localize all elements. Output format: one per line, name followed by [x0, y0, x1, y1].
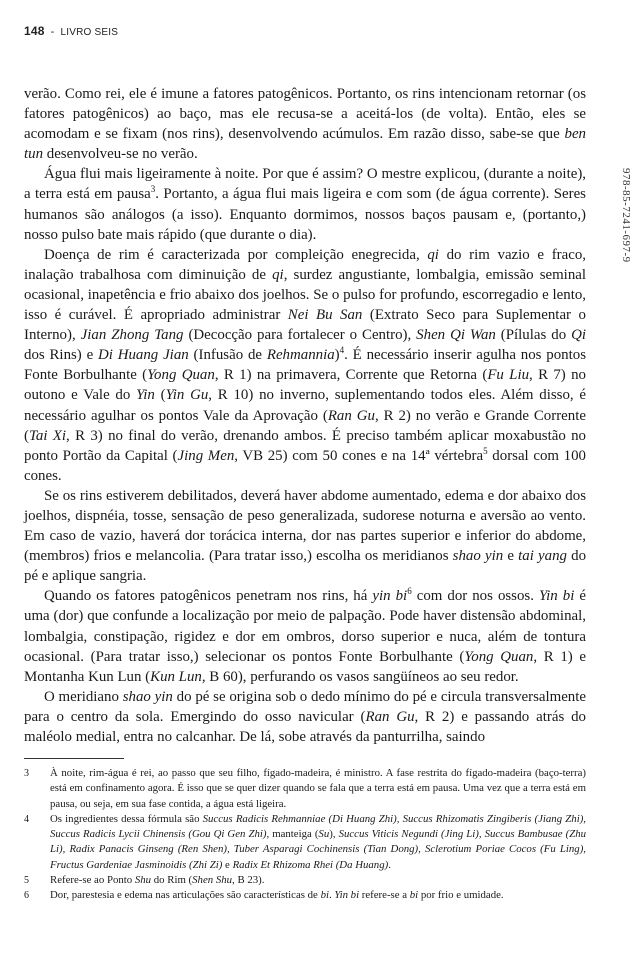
paragraph: Água flui mais ligeiramente à noite. Por que é assim? O mestre explicou, (durante a noite), a terra está em pausa$^3$. Portanto, a água flui mais ligeira e com som (de água corrente). Seres humanos são análogos (a isso). Enquanto dormimos, nossos baços pausam e, (portanto,) nosso pulso bate mais rápido (que durante o dia).: [24, 166, 586, 243]
footnote-divider: [24, 758, 124, 759]
paragraph: Se os rins estiverem debilitados, deverá haver abdome aumentado, edema e dor abaixo dos joelhos, dispnéia, tosse, sensação de peso generalizada, sudorese noturna e aversão ao vento. Em caso de vazio, haverá dor torácica interna, dor nas partes superior e inferior do abdome, (membros) frios e melancolia. (Para tratar isso,) escolha os meridianos shao yin e tai yang do pé e aplique sangria.: [24, 487, 587, 585]
footnote: [24, 812, 586, 873]
page-number: 148: [24, 24, 45, 38]
footnote: [24, 766, 586, 812]
header-separator: -: [50, 26, 55, 38]
footnote-number: 5: [24, 875, 29, 887]
footnote-text: Dor, parestesia e edema nas articulações são características de bi. Yin bi refere-se a bi por frio e umidade.: [50, 889, 504, 902]
footnote-number: 3: [24, 768, 29, 779]
paragraph: Doença de rim é caracterizada por compleição enegrecida, qi do rim vazio e fraco, inalação trabalhosa com diminuição de qi, surdez angustiante, lombalgia, emissão seminal ocasional, inapetência e frio abaixo dos joelhos. Se o pulso for profundo, escorregadio e lento, isso é curável. É apropriado administrar Nei Bu San (Extrato Seco para Suplementar o Interno), Jian Zhong Tang (Decocção para fortalecer o Centro), Shen Qi Wan (Pílulas do Qi dos Rins) e Di Huang Jian (Infusão de Rehmannia)$^4$. É necessário inserir agulha nos pontos Fonte Borbulhante (Yong Quan, R 1) na primavera, Corrente que Retorna (Fu Liu, R 7) no outono e Vale do Yin (Yin Gu, R 10) no inverno, suplementando todos eles. Além disso, é necessário agulhar os pontos Vale da Aprovação (Ran Gu, R 2) no verão e Grande Corrente (Tai Xi, R 3) no final do verão, drenando ambos. É preciso também aplicar moxabustão no ponto Portão da Capital (Jing Men, VB 25) com 50 cones e na 14ª vértebra$^5$ dorsal com 100 cones.: [24, 246, 587, 484]
section-title: LIVRO SEIS: [60, 27, 119, 38]
footnote-text: À noite, rim-água é rei, ao passo que seu filho, fígado-madeira, é ministro. A fase restrita do fígado-madeira (baço-terra) está em confinamento agora. É isso que se quer dizer quando se fala que a terra está em pausa. Uma vez que a terra está em pausa, ou seja, em sua fase contida, a água está ligeira.: [50, 767, 586, 810]
footnote: [24, 888, 586, 903]
footnotes: [24, 766, 586, 904]
footnote-text: Os ingredientes dessa fórmula são Succus Radicis Rehmanniae (Di Huang Zhi), Succus Rhizomatis Zingiberis (Jiang Zhi), Succus Radicis Lycii Chinensis (Gou Qi Gen Zhi), manteiga (Su), Succus Viticis Negundi (Jing Li), Succus Bambusae (Zhu Li), Radix Panacis Ginseng (Ren Shen), Tuber Asparagi Cochinensis (Tian Dong), Sclerotium Poriae Cocos (Fu Ling), Fructus Gardeniae Jasminoidis (Zhi Zi) e Radix Et Rhizoma Rhei (Da Huang).: [50, 812, 587, 871]
footnote-number: 4: [24, 813, 29, 825]
footnote-number: 6: [24, 890, 29, 902]
main-text: [24, 84, 586, 747]
paragraph: O meridiano shao yin do pé se origina sob o dedo mínimo do pé e circula transversalmente para o centro da sola. Emergindo do osso navicular (Ran Gu, R 2) e passando atrás do maléolo medial, entra no calcanhar. De lá, sobe através da panturrilha, saindo: [24, 688, 587, 745]
footnote-text: Refere-se ao Ponto Shu do Rim (Shen Shu, B 23).: [50, 874, 265, 887]
side-isbn-code: 978-85-7241-697-9: [620, 168, 632, 263]
footnote: [24, 873, 586, 888]
paragraph: Quando os fatores patogênicos penetram nos rins, há yin $bi^6$ com dor nos ossos. Yin bi é uma (dor) que confunde a localização por meio de palpação. Pode haver distensão abdominal, lombalgia, constipação, rigidez e dor em ombros, dorso superior e nuca, além de tontura ocasional. (Para tratar isso,) selecionar os pontos Fonte Borbulhante (Yong Quan, R 1) e Montanha Kun Lun (Kun Lun, B 60), perfurando os vasos sangüíneos ao seu redor.: [24, 586, 587, 685]
paragraph: verão. Como rei, ele é imune a fatores patogênicos. Portanto, os rins intencionam retornar (os fatores patogênicos) ao baço, mas ele recusa-se a aceitá-los (de volta). Então, eles se acomodam e se fixam (nos rins), desenvolvendo acúmulos. Em razão disso, sabe-se que ben tun desenvolveu-se no verão.: [24, 86, 586, 163]
running-header: [24, 24, 118, 38]
